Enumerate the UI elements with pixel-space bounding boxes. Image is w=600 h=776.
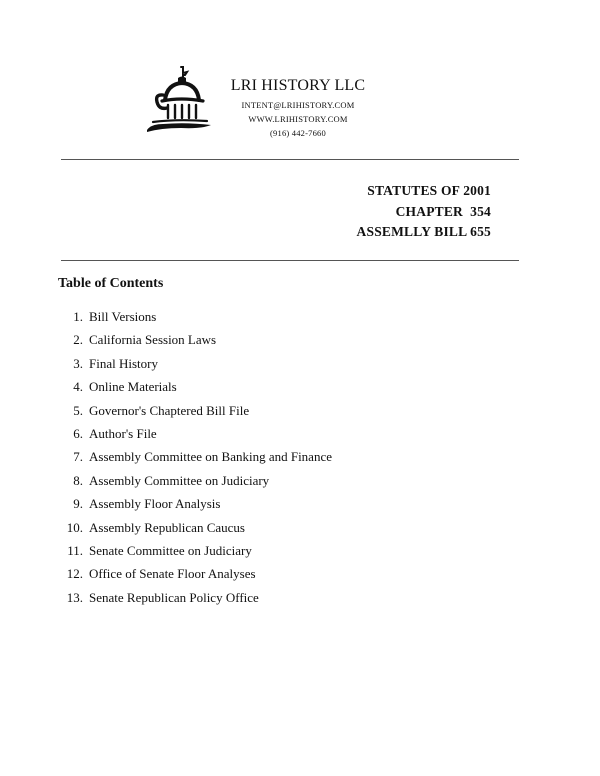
toc-item — [58, 328, 332, 351]
toc-item-label: Office of Senate Floor Analyses — [89, 566, 256, 582]
toc-item — [58, 305, 332, 328]
toc-item-number: 13. — [66, 589, 83, 605]
toc-item-label: Online Materials — [89, 379, 177, 395]
statute-year: STATUTES OF 2001 — [367, 183, 491, 198]
toc-item-label: Governor's Chaptered Bill File — [89, 402, 250, 418]
toc-item-number: 11. — [67, 542, 83, 558]
toc-item-number: 5. — [73, 402, 83, 418]
company-phone: (916) 442-7660 — [270, 128, 326, 138]
toc-item-label: Final History — [89, 355, 158, 371]
toc-item-number: 9. — [73, 496, 83, 512]
toc-item — [58, 422, 332, 445]
toc-item — [58, 399, 332, 422]
toc-item — [58, 375, 332, 398]
toc-item — [58, 492, 332, 515]
toc-item-label: Assembly Floor Analysis — [89, 496, 221, 512]
company-website: WWW.LRIHISTORY.COM — [248, 114, 348, 124]
toc-item-number: 1. — [73, 309, 83, 324]
statute-divider — [61, 260, 519, 261]
toc-item-label: Senate Republican Policy Office — [89, 589, 259, 605]
toc-item — [58, 516, 332, 539]
toc-item-number: 10. — [66, 519, 83, 535]
toc-title: Table of Contents — [58, 276, 164, 291]
toc-item-label: Assembly Committee on Banking and Finance — [89, 449, 332, 465]
statute-block — [357, 181, 491, 243]
toc-item-number: 8. — [73, 472, 83, 488]
toc-item-number: 2. — [73, 332, 83, 348]
toc-item-number: 6. — [73, 425, 83, 441]
toc-item-label: California Session Laws — [89, 332, 217, 348]
company-name: LRI HISTORY LLC — [230, 77, 366, 94]
header-divider — [61, 159, 519, 160]
toc-item-number: 12. — [66, 566, 83, 582]
toc-list — [58, 305, 332, 609]
capitol-dome-icon — [141, 64, 215, 138]
toc-item — [58, 445, 332, 468]
statute-bill: ASSEMLLY BILL 655 — [356, 224, 491, 239]
company-contact-block — [218, 76, 378, 140]
toc-item-label: Bill Versions — [89, 309, 157, 324]
toc-item-number: 3. — [73, 355, 83, 371]
toc-item-label: Author's File — [89, 425, 157, 441]
toc-item-label: Assembly Republican Caucus — [89, 519, 245, 535]
toc-item — [58, 539, 332, 562]
toc-item-number: 4. — [73, 379, 83, 395]
toc-item-label: Assembly Committee on Judiciary — [89, 472, 270, 488]
toc-item-label: Senate Committee on Judiciary — [89, 542, 252, 558]
toc-item — [58, 469, 332, 492]
toc-item — [58, 562, 332, 585]
toc-item — [58, 352, 332, 375]
company-email: INTENT@LRIHISTORY.COM — [241, 100, 355, 110]
toc-item — [58, 586, 332, 609]
statute-chapter: CHAPTER 354 — [395, 203, 491, 219]
toc-item-number: 7. — [73, 449, 83, 465]
